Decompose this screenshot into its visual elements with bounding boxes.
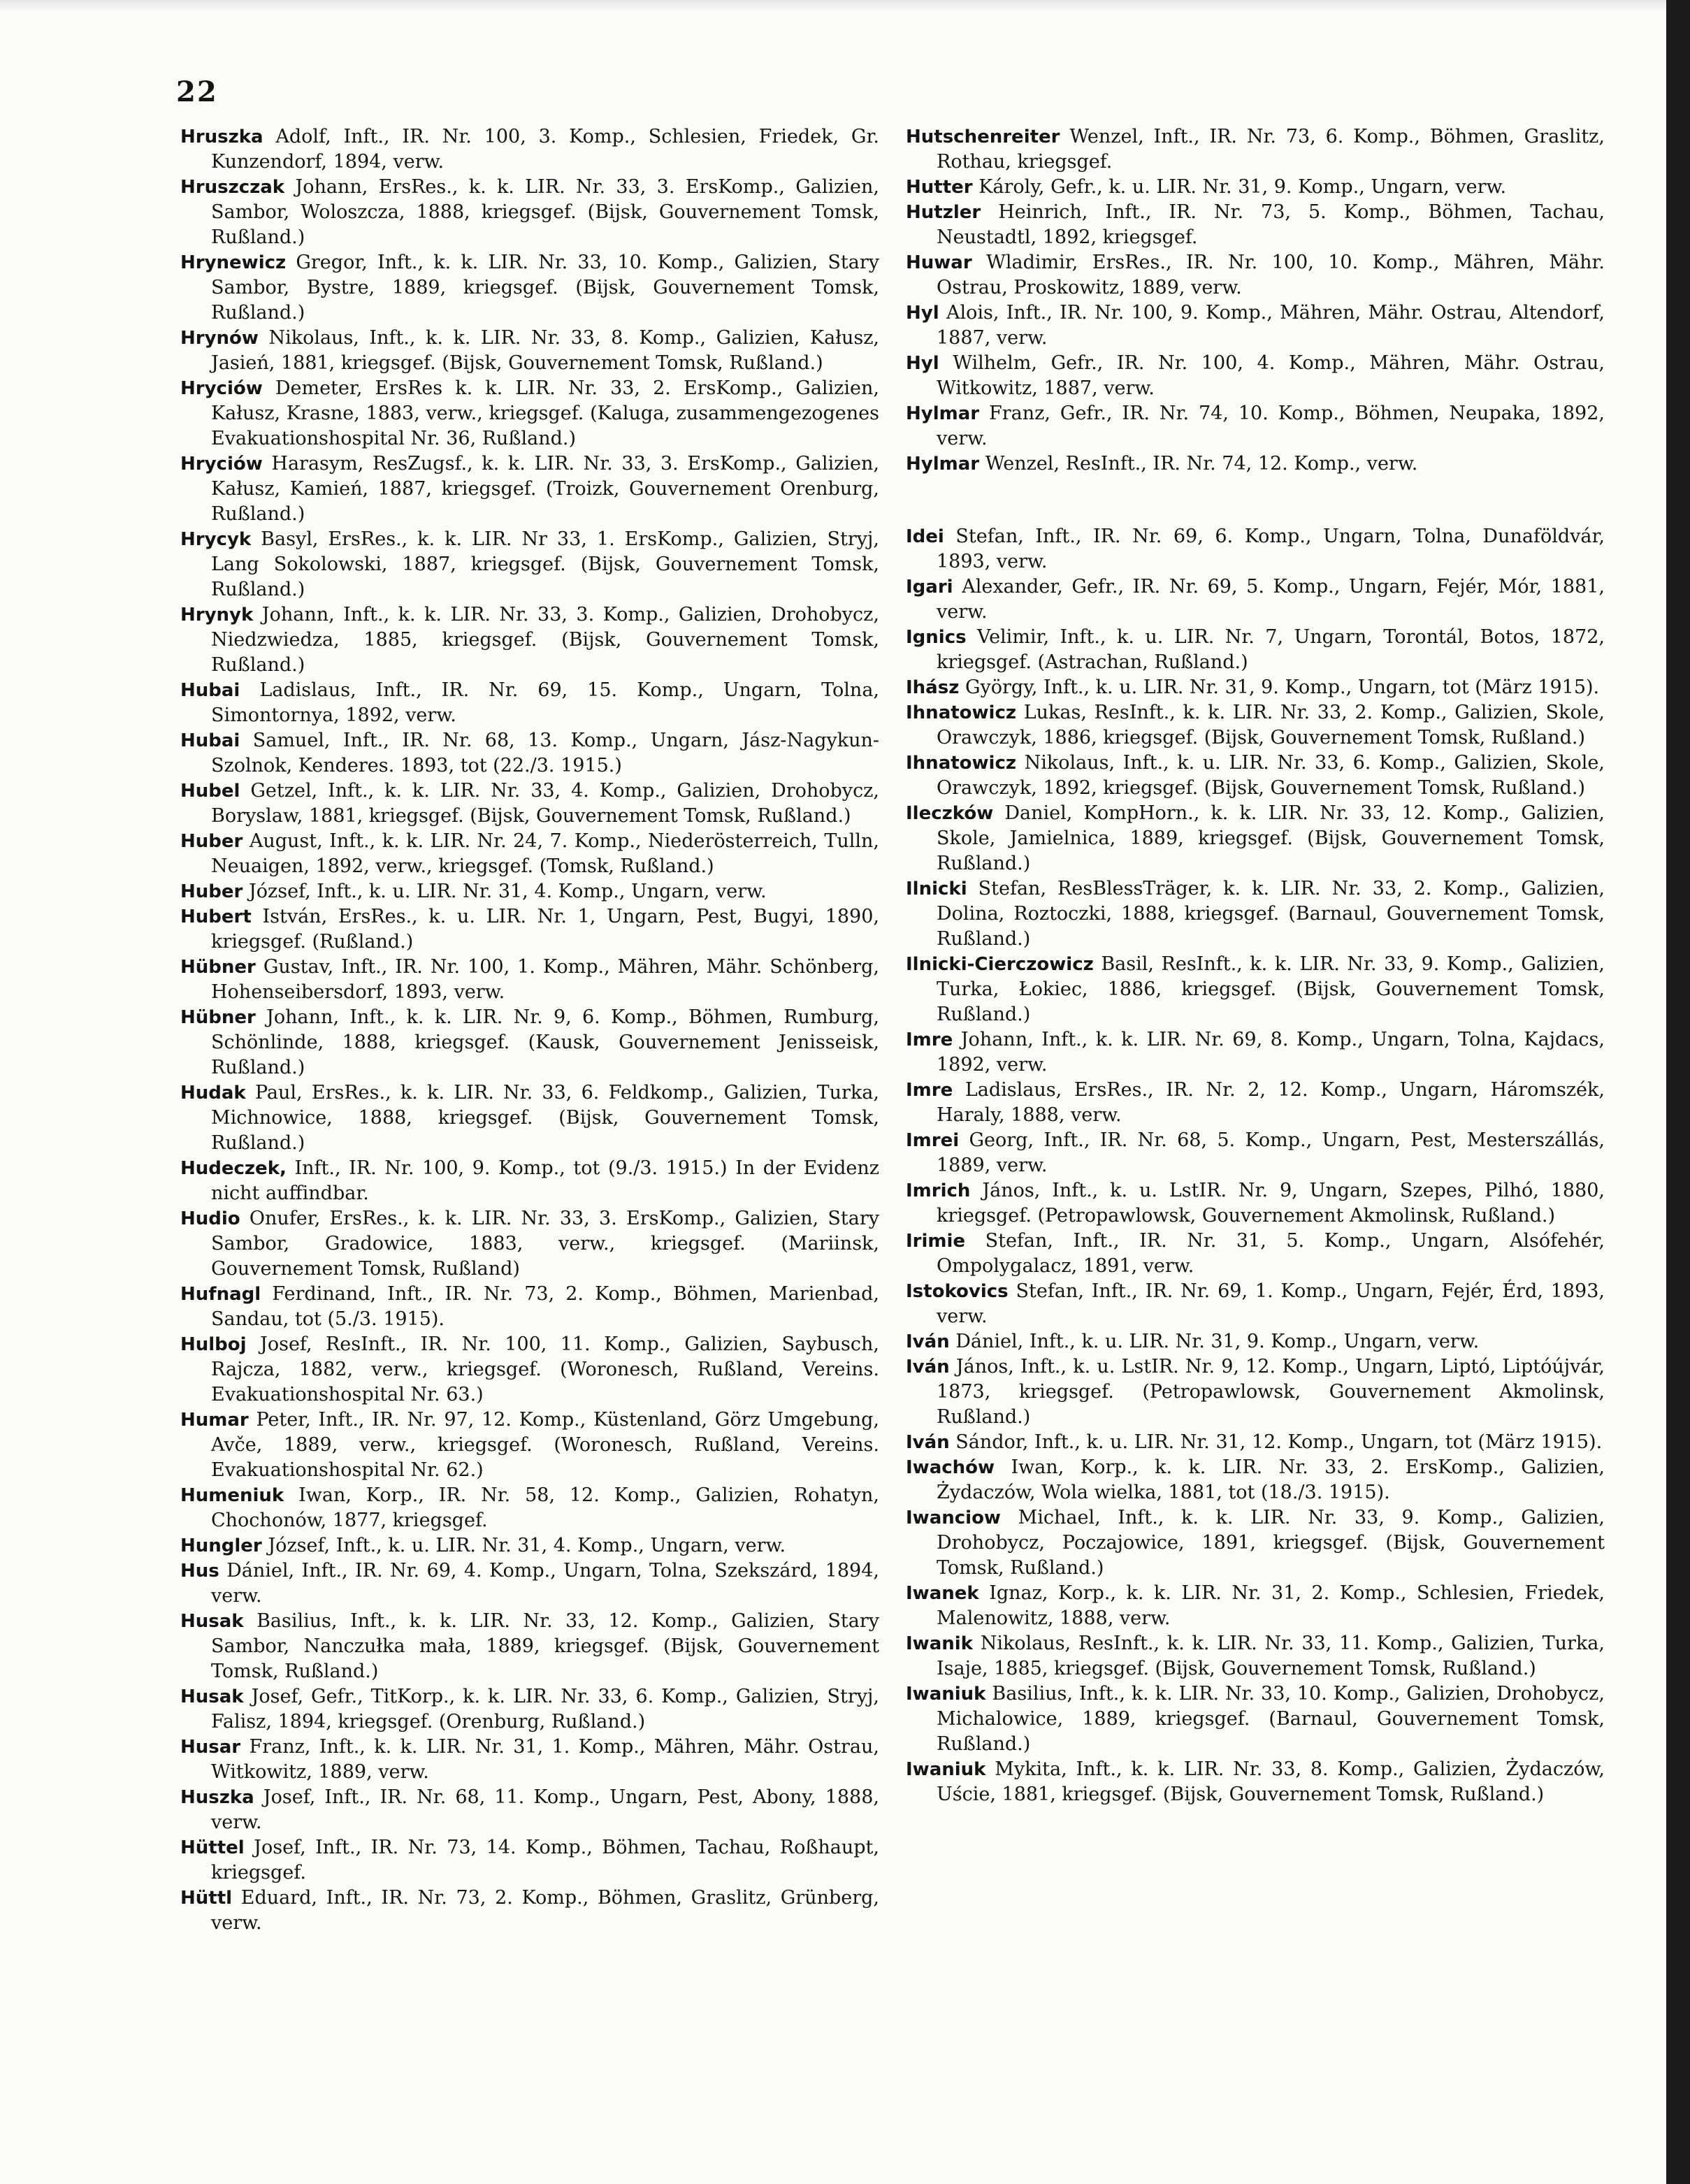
- entry-details: József, Inft., k. u. LIR. Nr. 31, 4. Komp., Ungarn, verw.: [268, 1535, 786, 1556]
- entry-surname: Ignics: [906, 627, 967, 648]
- list-entry: [906, 351, 1605, 401]
- entry-details: Franz, Gefr., IR. Nr. 74, 10. Komp., Böhmen, Neupaka, 1892, verw.: [937, 403, 1605, 449]
- entry-surname: Iwachów: [906, 1457, 995, 1478]
- list-entry: [180, 1408, 879, 1483]
- entry-surname: Hryciów: [180, 454, 263, 475]
- entry-details: Basyl, ErsRes., k. k. LIR. Nr 33, 1. ErsKomp., Galizien, Stryj, Lang Sokolowski, 1887, kriegsgef. (Bijsk, Gouvernement Tomsk, Rußland.): [211, 528, 879, 600]
- entry-details: Mykita, Inft., k. k. LIR. Nr. 33, 8. Komp., Galizien, Żydaczów, Uście, 1881, kriegsgef. (Bijsk, Gouvernement Tomsk, Rußland.): [937, 1758, 1605, 1805]
- list-entry: [180, 1533, 879, 1559]
- entry-details: Ignaz, Korp., k. k. LIR. Nr. 31, 2. Komp., Schlesien, Friedek, Malenowitz, 1888, verw.: [937, 1582, 1605, 1629]
- entry-details: Wladimir, ErsRes., IR. Nr. 100, 10. Komp., Mähren, Mähr. Ostrau, Proskowitz, 1889, verw.: [937, 252, 1605, 298]
- list-entry: [180, 602, 879, 678]
- list-entry: [906, 1631, 1605, 1682]
- entry-surname: Hus: [180, 1561, 219, 1582]
- entry-surname: Istokovics: [906, 1281, 1009, 1302]
- entry-details: Basilius, Inft., k. k. LIR. Nr. 33, 10. Komp., Galizien, Drohobycz, Michalowice, 1889, kriegsgef. (Barnaul, Gouvernement Tomsk, Rußland.): [937, 1683, 1605, 1755]
- entry-details: Getzel, Inft., k. k. LIR. Nr. 33, 4. Komp., Galizien, Drohobycz, Boryslaw, 1881, kriegsgef. (Bijsk, Gouvernement Tomsk, Rußland.): [211, 780, 879, 827]
- list-entry: [180, 1005, 879, 1080]
- entry-surname: Huber: [180, 831, 243, 852]
- list-entry: [906, 1078, 1605, 1128]
- list-entry: [180, 527, 879, 602]
- entry-surname: Iwaniuk: [906, 1684, 986, 1705]
- entry-surname: Iwanciow: [906, 1507, 1001, 1528]
- list-entry: [906, 801, 1605, 876]
- list-entry: [906, 1229, 1605, 1279]
- entry-details: Harasym, ResZugsf., k. k. LIR. Nr. 33, 3. ErsKomp., Galizien, Kałusz, Kamień, 1887, kriegsgef. (Troizk, Gouvernement Orenburg, Rußland.): [211, 453, 879, 525]
- scan-top-shadow: [0, 0, 1690, 13]
- list-entry: [906, 1279, 1605, 1329]
- entry-details: Demeter, ErsRes k. k. LIR. Nr. 33, 2. ErsKomp., Galizien, Kałusz, Krasne, 1883, verw., kriegsgef. (Kaluga, zusammengezogenes Evakuationshospital Nr. 36, Rußland.): [211, 377, 879, 449]
- entry-surname: Hüttel: [180, 1837, 245, 1858]
- entry-surname: Iván: [906, 1331, 950, 1352]
- list-entry: [180, 451, 879, 527]
- right-column-i-section: [906, 524, 1605, 1807]
- entry-details: Peter, Inft., IR. Nr. 97, 12. Komp., Küstenland, Görz Umgebung, Avče, 1889, verw., kriegsgef. (Woronesch, Rußland, Vereins. Evakuationshospital Nr. 62.): [211, 1409, 879, 1481]
- entry-details: Michael, Inft., k. k. LIR. Nr. 33, 9. Komp., Galizien, Drohobycz, Poczajowice, 1891, kriegsgef. (Bijsk, Gouvernement Tomsk, Rußland.): [937, 1507, 1605, 1579]
- list-entry: [906, 876, 1605, 952]
- entry-surname: Hübner: [180, 1007, 256, 1028]
- entry-surname: Hubai: [180, 680, 240, 701]
- entry-details: Sándor, Inft., k. u. LIR. Nr. 31, 12. Komp., Ungarn, tot (März 1915).: [955, 1431, 1603, 1453]
- entry-surname: Hübner: [180, 957, 256, 978]
- entry-surname: Hüttl: [180, 1888, 233, 1909]
- entry-surname: Hudio: [180, 1208, 240, 1229]
- list-entry: [180, 829, 879, 879]
- entry-surname: Igari: [906, 577, 953, 598]
- entry-surname: Ihnatowicz: [906, 702, 1017, 723]
- entry-details: Samuel, Inft., IR. Nr. 68, 13. Komp., Ungarn, Jász-Nagykun-Szolnok, Kenderes. 1893, tot (22./3. 1915.): [211, 730, 879, 776]
- list-entry: [180, 1785, 879, 1835]
- entry-surname: Hryciów: [180, 378, 263, 399]
- entry-surname: Imrei: [906, 1130, 960, 1151]
- list-entry: [180, 904, 879, 955]
- list-entry: [180, 250, 879, 326]
- list-entry: [906, 751, 1605, 801]
- entry-surname: Hutter: [906, 177, 973, 198]
- list-entry: [906, 952, 1605, 1027]
- entry-surname: Hubel: [180, 781, 240, 802]
- list-entry: [906, 1581, 1605, 1631]
- entry-surname: Husak: [180, 1611, 244, 1632]
- left-column: [180, 124, 879, 1936]
- entry-details: Lukas, ResInft., k. k. LIR. Nr. 33, 2. Komp., Galizien, Skole, Orawczyk, 1886, kriegsgef. (Bijsk, Gouvernement Tomsk, Rußland.): [937, 702, 1605, 749]
- entry-details: Stefan, Inft., IR. Nr. 31, 5. Komp., Ungarn, Alsófehér, Ompolygalacz, 1891, verw.: [937, 1230, 1605, 1277]
- entry-details: Josef, ResInft., IR. Nr. 100, 11. Komp., Galizien, Saybusch, Rajcza, 1882, verw., kriegsgef. (Woronesch, Rußland, Vereins. Evakuationshospital Nr. 63.): [211, 1333, 879, 1405]
- entry-details: Heinrich, Inft., IR. Nr. 73, 5. Komp., Böhmen, Tachau, Neustadtl, 1892, kriegsgef.: [937, 201, 1605, 248]
- entry-details: Onufer, ErsRes., k. k. LIR. Nr. 33, 3. ErsKomp., Galizien, Stary Sambor, Gradowice, 1883, verw., kriegsgef. (Mariinsk, Gouvernement Tomsk, Rußland): [211, 1208, 879, 1280]
- entry-details: Josef, Gefr., TitKorp., k. k. LIR. Nr. 33, 6. Komp., Galizien, Stryj, Falisz, 1894, kriegsgef. (Orenburg, Rußland.): [211, 1686, 879, 1733]
- entry-details: Johann, Inft., k. k. LIR. Nr. 69, 8. Komp., Ungarn, Tolna, Kajdacs, 1892, verw.: [937, 1029, 1605, 1076]
- entry-surname: Ihnatowicz: [906, 753, 1017, 774]
- entry-surname: Iwanek: [906, 1583, 979, 1604]
- list-entry: [906, 1178, 1605, 1229]
- entry-details: Gregor, Inft., k. k. LIR. Nr. 33, 10. Komp., Galizien, Stary Sambor, Bystre, 1889, kriegsgef. (Bijsk, Gouvernement Tomsk, Rußland.): [211, 252, 879, 324]
- entry-surname: Hyl: [906, 353, 939, 374]
- list-entry: [906, 451, 1605, 477]
- entry-details: János, Inft., k. u. LstIR. Nr. 9, 12. Komp., Ungarn, Liptó, Liptóújvár, 1873, kriegsgef. (Petropawlowsk, Gouvernement Akmolinsk, Rußland.): [937, 1356, 1605, 1428]
- list-entry: [180, 175, 879, 250]
- entry-surname: Hrynyk: [180, 605, 254, 625]
- entry-details: István, ErsRes., k. u. LIR. Nr. 1, Ungarn, Pest, Bugyi, 1890, kriegsgef. (Rußland.): [211, 906, 879, 953]
- section-break: [906, 477, 1605, 524]
- entry-details: Franz, Inft., k. k. LIR. Nr. 31, 1. Komp., Mähren, Mähr. Ostrau, Witkowitz, 1889, verw.: [211, 1736, 879, 1783]
- list-entry: [180, 1835, 879, 1886]
- list-entry: [180, 1156, 879, 1206]
- list-entry: [906, 1128, 1605, 1178]
- list-entry: [180, 678, 879, 728]
- entry-surname: Hulboj: [180, 1334, 247, 1355]
- list-entry: [906, 1430, 1605, 1455]
- list-entry: [906, 1757, 1605, 1807]
- list-entry: [906, 700, 1605, 751]
- entry-details: Adolf, Inft., IR. Nr. 100, 3. Komp., Schlesien, Friedek, Gr. Kunzendorf, 1894, verw.: [211, 126, 879, 173]
- entry-details: August, Inft., k. k. LIR. Nr. 24, 7. Komp., Niederösterreich, Tulln, Neuaigen, 1892, verw., kriegsgef. (Tomsk, Rußland.): [211, 830, 879, 877]
- entry-details: Károly, Gefr., k. u. LIR. Nr. 31, 9. Komp., Ungarn, verw.: [978, 176, 1507, 198]
- right-column-h-section: [906, 124, 1605, 477]
- entry-details: Dániel, Inft., k. u. LIR. Nr. 31, 9. Komp., Ungarn, verw.: [955, 1331, 1480, 1352]
- list-entry: [180, 1886, 879, 1936]
- entry-surname: Hyl: [906, 303, 939, 324]
- list-entry: [180, 1483, 879, 1533]
- entry-details: József, Inft., k. u. LIR. Nr. 31, 4. Komp., Ungarn, verw.: [248, 881, 767, 902]
- list-entry: [906, 675, 1605, 700]
- entry-details: György, Inft., k. u. LIR. Nr. 31, 9. Komp., Ungarn, tot (März 1915).: [965, 677, 1600, 698]
- entry-details: Josef, Inft., IR. Nr. 68, 11. Komp., Ungarn, Pest, Abony, 1888, verw.: [211, 1786, 879, 1833]
- entry-surname: Hylmar: [906, 403, 980, 424]
- entry-surname: Husar: [180, 1737, 241, 1758]
- entry-surname: Ileczków: [906, 803, 994, 824]
- entry-details: Josef, Inft., IR. Nr. 73, 14. Komp., Böhmen, Tachau, Roßhaupt, kriegsgef.: [211, 1837, 879, 1883]
- entry-details: Alois, Inft., IR. Nr. 100, 9. Komp., Mähren, Mähr. Ostrau, Altendorf, 1887, verw.: [937, 302, 1605, 349]
- list-entry: [180, 376, 879, 451]
- entry-details: Wenzel, Inft., IR. Nr. 73, 6. Komp., Böhmen, Graslitz, Rothau, kriegsgef.: [937, 126, 1605, 173]
- list-entry: [906, 524, 1605, 574]
- entry-surname: Hudak: [180, 1083, 246, 1104]
- list-entry: [906, 401, 1605, 451]
- list-entry: [180, 1282, 879, 1332]
- entry-details: Georg, Inft., IR. Nr. 68, 5. Komp., Ungarn, Pest, Mesterszállás, 1889, verw.: [937, 1129, 1605, 1176]
- entry-surname: Idei: [906, 526, 944, 547]
- entry-surname: Hrynewicz: [180, 252, 287, 273]
- entry-details: Daniel, KompHorn., k. k. LIR. Nr. 33, 12. Komp., Galizien, Skole, Jamielnica, 1889, kriegsgef. (Bijsk, Gouvernement Tomsk, Rußland.): [937, 802, 1605, 874]
- list-entry: [906, 250, 1605, 301]
- entry-surname: Hruszka: [180, 126, 263, 147]
- entry-details: Johann, Inft., k. k. LIR. Nr. 33, 3. Komp., Galizien, Drohobycz, Niedzwiedza, 1885, kriegsgef. (Bijsk, Gouvernement Tomsk, Rußland.): [211, 604, 879, 676]
- entry-surname: Humeniuk: [180, 1485, 284, 1506]
- entry-details: Stefan, ResBlessTräger, k. k. LIR. Nr. 33, 2. Komp., Galizien, Dolina, Roztoczki, 1888, kriegsgef. (Barnaul, Gouvernement Tomsk, Rußland.): [937, 878, 1605, 950]
- entry-details: Inft., IR. Nr. 100, 9. Komp., tot (9./3. 1915.) In der Evidenz nicht auffindbar.: [211, 1157, 879, 1204]
- list-entry: [180, 1332, 879, 1408]
- entry-surname: Huwar: [906, 252, 972, 273]
- entry-surname: Hruszczak: [180, 177, 285, 198]
- entry-details: János, Inft., k. u. LstIR. Nr. 9, Ungarn, Szepes, Pilhó, 1880, kriegsgef. (Petropawlowsk, Gouvernement Akmolinsk, Rußland.): [937, 1180, 1605, 1227]
- list-entry: [906, 124, 1605, 175]
- entry-details: Gustav, Inft., IR. Nr. 100, 1. Komp., Mähren, Mähr. Schönberg, Hohenseibersdorf, 1893, verw.: [211, 956, 879, 1003]
- list-entry: [180, 728, 879, 779]
- entry-surname: Hungler: [180, 1535, 262, 1556]
- entry-surname: Imre: [906, 1029, 953, 1050]
- list-entry: [180, 879, 879, 904]
- entry-surname: Iwanik: [906, 1633, 973, 1654]
- list-entry: [906, 574, 1605, 625]
- entry-details: Ladislaus, Inft., IR. Nr. 69, 15. Komp., Ungarn, Tolna, Simontornya, 1892, verw.: [211, 679, 880, 726]
- entry-surname: Iván: [906, 1357, 950, 1377]
- list-entry: [180, 1735, 879, 1785]
- entry-surname: Huszka: [180, 1787, 254, 1808]
- entry-surname: Hutzler: [906, 202, 981, 223]
- entry-details: Alexander, Gefr., IR. Nr. 69, 5. Komp., Ungarn, Fejér, Mór, 1881, verw.: [937, 576, 1605, 623]
- entry-surname: Iwaniuk: [906, 1759, 986, 1780]
- list-entry: [906, 301, 1605, 351]
- entry-details: Basilius, Inft., k. k. LIR. Nr. 33, 12. Komp., Galizien, Stary Sambor, Nanczułka mała, 1889, kriegsgef. (Bijsk, Gouvernement Tomsk, Rußland.): [211, 1610, 879, 1682]
- entry-surname: Ihász: [906, 677, 960, 698]
- entry-details: Dániel, Inft., IR. Nr. 69, 4. Komp., Ungarn, Tolna, Szekszárd, 1894, verw.: [211, 1560, 879, 1607]
- entry-surname: Irimie: [906, 1231, 966, 1252]
- list-entry: [906, 1027, 1605, 1078]
- page-number: 22: [176, 75, 218, 108]
- entry-surname: Hylmar: [906, 454, 980, 475]
- entry-details: Eduard, Inft., IR. Nr. 73, 2. Komp., Böhmen, Graslitz, Grünberg, verw.: [211, 1887, 879, 1934]
- entry-surname: Humar: [180, 1410, 249, 1431]
- entry-details: Ferdinand, Inft., IR. Nr. 73, 2. Komp., Böhmen, Marienbad, Sandau, tot (5./3. 1915).: [211, 1283, 879, 1330]
- entry-surname: Imre: [906, 1080, 953, 1101]
- list-entry: [180, 779, 879, 829]
- entry-details: Ladislaus, ErsRes., IR. Nr. 2, 12. Komp., Ungarn, Háromszék, Haraly, 1888, verw.: [937, 1079, 1605, 1126]
- list-entry: [180, 955, 879, 1005]
- list-entry: [180, 1559, 879, 1609]
- list-entry: [906, 1505, 1605, 1581]
- entry-details: Basil, ResInft., k. k. LIR. Nr. 33, 9. Komp., Galizien, Turka, Łokiec, 1886, kriegsgef. (Bijsk, Gouvernement Tomsk, Rußland.): [937, 953, 1605, 1025]
- entry-details: Nikolaus, Inft., k. k. LIR. Nr. 33, 8. Komp., Galizien, Kałusz, Jasień, 1881, kriegsgef. (Bijsk, Gouvernement Tomsk, Rußland.): [211, 327, 879, 374]
- entry-details: Wilhelm, Gefr., IR. Nr. 100, 4. Komp., Mähren, Mähr. Ostrau, Witkowitz, 1887, verw.: [937, 352, 1605, 399]
- entry-surname: Hrynów: [180, 328, 259, 349]
- list-entry: [906, 1682, 1605, 1757]
- entry-surname: Hubai: [180, 730, 240, 751]
- entry-details: Johann, ErsRes., k. k. LIR. Nr. 33, 3. ErsKomp., Galizien, Sambor, Woloszcza, 1888, kriegsgef. (Bijsk, Gouvernement Tomsk, Rußland.): [211, 176, 879, 248]
- list-entry: [906, 625, 1605, 675]
- list-entry: [180, 1206, 879, 1282]
- entry-details: Velimir, Inft., k. u. LIR. Nr. 7, Ungarn, Torontál, Botos, 1872, kriegsgef. (Astrachan, Rußland.): [937, 626, 1605, 673]
- entry-surname: Hrycyk: [180, 529, 252, 550]
- list-entry: [906, 1455, 1605, 1505]
- entry-details: Wenzel, ResInft., IR. Nr. 74, 12. Komp., verw.: [985, 453, 1418, 475]
- list-entry: [906, 1329, 1605, 1354]
- list-entry: [180, 1609, 879, 1684]
- list-entry: [906, 200, 1605, 250]
- entry-details: Paul, ErsRes., k. k. LIR. Nr. 33, 6. Feldkomp., Galizien, Turka, Michnowice, 1888, kriegsgef. (Bijsk, Gouvernement Tomsk, Rußland.): [211, 1082, 879, 1154]
- scan-right-edge: [1666, 0, 1690, 2184]
- entry-surname: Hufnagl: [180, 1284, 261, 1305]
- entry-details: Iwan, Korp., IR. Nr. 58, 12. Komp., Galizien, Rohatyn, Chochonów, 1877, kriegsgef.: [211, 1484, 879, 1531]
- list-entry: [180, 124, 879, 175]
- list-entry: [906, 175, 1605, 200]
- entry-surname: Husak: [180, 1686, 244, 1707]
- list-entry: [180, 1684, 879, 1735]
- list-entry: [180, 326, 879, 376]
- entry-details: Iwan, Korp., k. k. LIR. Nr. 33, 2. ErsKomp., Galizien, Żydaczów, Wola wielka, 1881, tot (18./3. 1915).: [937, 1456, 1605, 1503]
- list-entry: [180, 1080, 879, 1156]
- entry-surname: Hutschenreiter: [906, 126, 1060, 147]
- entry-details: Stefan, Inft., IR. Nr. 69, 6. Komp., Ungarn, Tolna, Dunaföldvár, 1893, verw.: [937, 526, 1605, 572]
- entry-surname: Hudeczek,: [180, 1158, 287, 1179]
- right-column: [906, 124, 1605, 1807]
- entry-details: Nikolaus, ResInft., k. k. LIR. Nr. 33, 11. Komp., Galizien, Turka, Isaje, 1885, kriegsgef. (Bijsk, Gouvernement Tomsk, Rußland.): [937, 1633, 1605, 1679]
- entry-surname: Iván: [906, 1432, 950, 1453]
- entry-surname: Ilnicki: [906, 878, 967, 899]
- entry-details: Nikolaus, Inft., k. u. LIR. Nr. 33, 6. Komp., Galizien, Skole, Orawczyk, 1892, kriegsgef. (Bijsk, Gouvernement Tomsk, Rußland.): [937, 752, 1605, 799]
- entry-surname: Imrich: [906, 1180, 971, 1201]
- entry-details: Johann, Inft., k. k. LIR. Nr. 9, 6. Komp., Böhmen, Rumburg, Schönlinde, 1888, kriegsgef. (Kausk, Gouvernement Jenisseisk, Rußland.): [211, 1006, 879, 1078]
- list-entry: [906, 1354, 1605, 1430]
- entry-details: Stefan, Inft., IR. Nr. 69, 1. Komp., Ungarn, Fejér, Érd, 1893, verw.: [937, 1280, 1605, 1327]
- entry-surname: Huber: [180, 881, 243, 902]
- entry-surname: Ilnicki-Cierczowicz: [906, 954, 1094, 975]
- entry-surname: Hubert: [180, 906, 252, 927]
